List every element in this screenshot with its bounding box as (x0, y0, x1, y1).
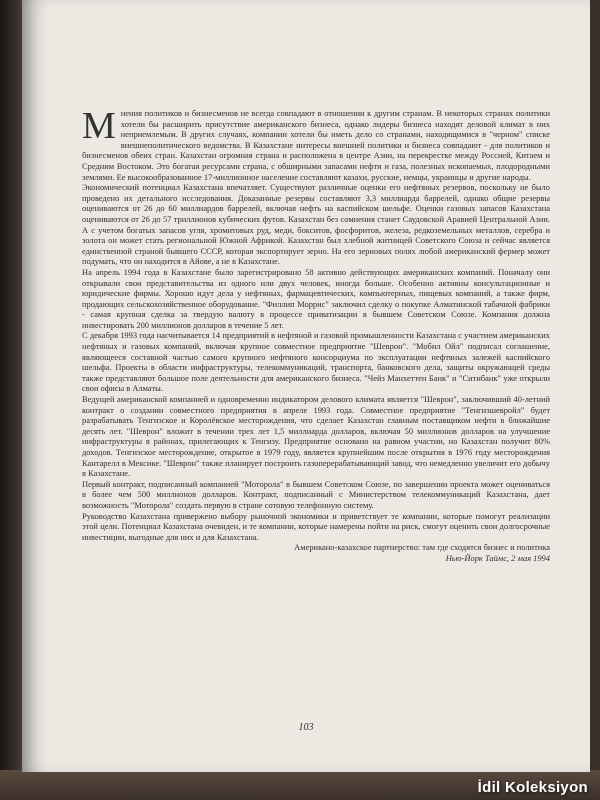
book-page (22, 0, 590, 772)
paragraph-3: На апрель 1994 года в Казахстане было зарегистрировано 58 активно действующих американских компаний. Поначалу они открывали свои представительства из одного или двух человек, иногда больше. Особенно активны консультационные и юридические фирмы. Хорошо идут дела у нефтяных, фармацевтических, компьютерных, пищевых компаний, а также фирм, продающих сельскохозяйственное оборудование. "Филлип Моррис" заключил сделку о покупке Алматинской табачной фабрики - самая крупная сделка за твердую валюту в процессе приватизации в бывшем Советском Союзе. Компания должна инвестировать 200 миллионов долларов в течение 5 лет. (82, 266, 550, 330)
page-number: 103 (298, 722, 314, 733)
paragraph-5: Ведущей американской компанией и одновременно индикатором делового климата является "Шеврон", заключивший 40-летний контракт о создании совместного предприятия в апреле 1993 года. Совместное предприятие "Тенгизшевройл" будет разрабатывать Тенгизское и Королёвское месторождения, что сделает Казахстан главным поставщиком нефти в ближайшие десять лет. "Шеврон" вложит в течении трех лет 1,5 миллиарда долларов, включая 50 миллионов долларов на улучшение инфраструктуры в районах, прилегающих к Тенгизу. Предприятие основано на равном участии, но Казахстан получит 80% доходов. Тенгизское месторождение, открытое в 1979 году, является крупнейшим после открытия в 1976 году месторождения Кантарелл в Мексике. "Шеврон" также планирует построить газоперерабатывающий завод, что немедленно увеличит его добычу в Казахстане. (82, 394, 550, 479)
paragraph-1-text: нения политиков и бизнесменов не всегда совпадают в отношении к другим странам. В некоторых странах политики хотели бы расширить присутствие американского бизнеса, однако лидеры бизнеса находят деловой климат в них неприемлемым. В других случаях, компании хотели бы иметь дело со странами, находящимися в "черном" списке внешнеполитического ведомства. В Казахстане интересы внешней политики и бизнеса совпадают - для политиков и бизнесменов обеих стран. Казахстан огромная страна и расположена в центре Азии, на перекрестке между Россией, Китаем и Средним Востоком. Это богатая ресурсами страна, с обширными запасами нефти и газа, полезных ископаемых, плодородными землями. Ее высокообразованное 17-миллионное население составляют казахи, русские, немцы, украинцы и другие народы. (82, 108, 550, 182)
paragraph-7: Руководство Казахстана привержено выбору рыночной экономики и приветствует те компании, которые помогут реализации этой цели. Потенциал Казахстана очевиден, и те компании, которые намерены пойти на риск, смогут оценить свои долгосрочные инвестиции, выгодные для них и для Казахстана. (82, 510, 550, 542)
article-source: Нью-Йорк Таймс, 2 мая 1994 (445, 552, 550, 563)
article-body (82, 105, 550, 564)
watermark-text: İdil Koleksiyon (477, 779, 588, 796)
paragraph-4: С декабря 1993 года насчитывается 14 предприятий в нефтяной и газовой промышленности Казахстана с участием американских нефтяных и газовых компаний, включая крупное совместное предприятие "Шеврон". "Мобил Ойл" подписал соглашение, являющееся составной частью самого крупного нефтяного консорциума по эксплуатации нефтяных залежей каспийского шельфа. Проекты в области инфраструктуры, телекоммуникаций, транспорта, банковского дела, защиты окружающей среды также представляют большое поле деятельности для американского бизнеса. "Чейз Манхеттен Банк" и "Ситибанк" уже открыли свои офисы в Алматы. (82, 330, 550, 394)
paragraph-2: Экономический потенциал Казахстана впечатляет. Существуют различные оценки его нефтяных резервов, поскольку не было проведено их детального исследования. Доказанные резервы составляют 3,3 миллиарда баррелей, однако общие резервы оцениваются от 26 до 60 миллиардов баррелей, включая нефть на каспийском шельфе. Оценки газовых запасов Казахстана оцениваются от 26 до 57 триллионов кубических футов. Казахстан без сомнения станет Саудовской Аравией Центральной Азии. А с учетом богатых запасов угля, хромитовых руд, меди, бокситов, фосфоритов, железа, редкоземельных металлов, серебра и золота он может стать региональной Южной Африкой. Казахстан был хлебной житницей Советского Союза и сейчас является единственной страной бывшего СССР, которая экспортирует зерно. На его зерновых полях любой американский фермер может подумать, что он находится в Айове, а не в Казахстане. (82, 182, 550, 267)
paragraph-6: Первый контракт, подписанный компанией "Моторола" в бывшем Советском Союзе, по завершении проекта может оцениваться в более чем 500 миллионов долларов. Контракт, подписанный с Министерством телекоммуникаций Казахстана, дает возможность "Моторола" создать первую в стране сотовую телефонную систему. (82, 478, 550, 510)
book-edge-right (590, 0, 600, 800)
article-headline-quote: Американо-казахское партнерство: там где сходятся бизнес и политика (294, 542, 550, 553)
paragraph-1 (82, 105, 550, 182)
drop-cap: М (82, 105, 116, 147)
